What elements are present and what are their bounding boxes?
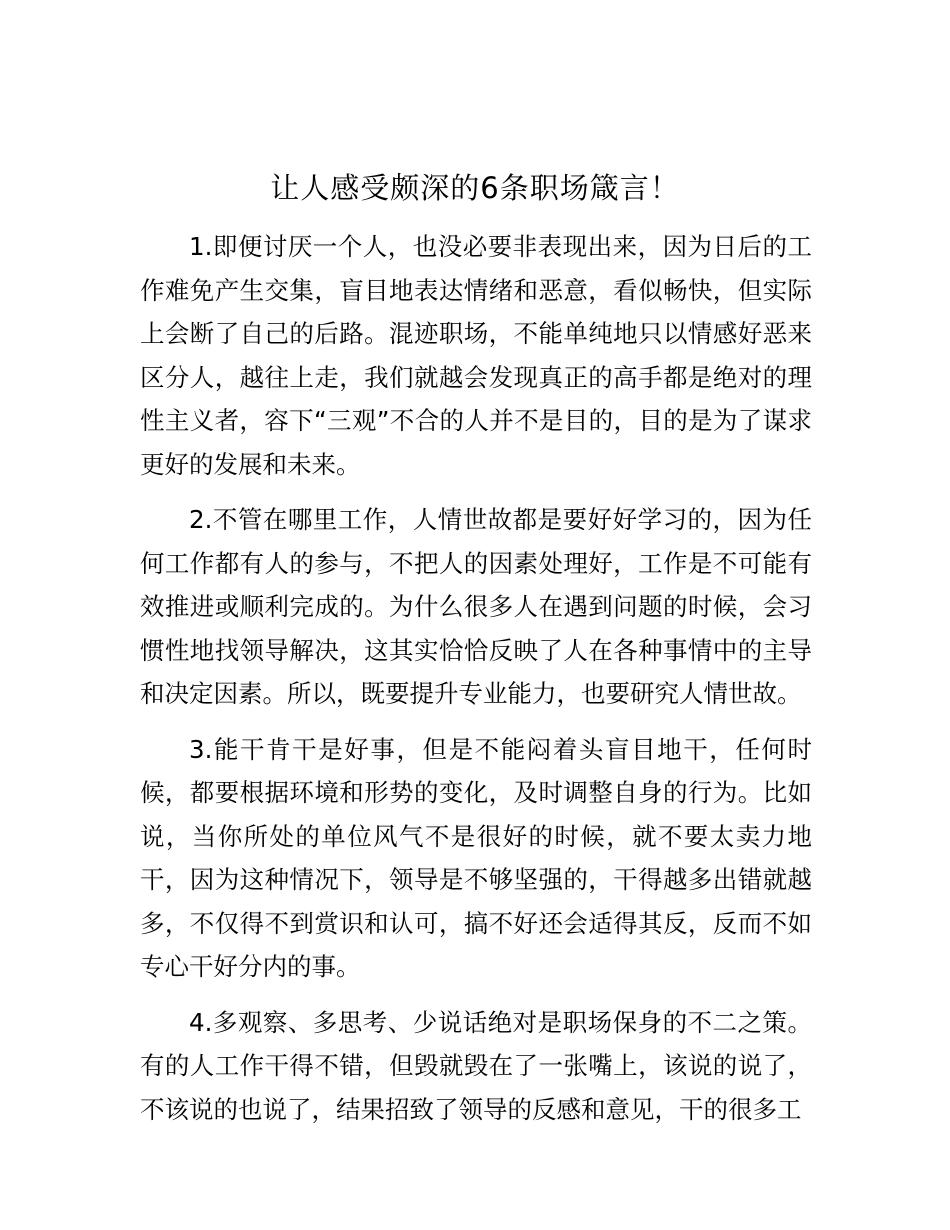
document-title: 让人感受颇深的6条职场箴言！: [270, 171, 680, 205]
paragraph-2: 2.不管在哪里工作，人情世故都是要好好学习的，因为任何工作都有人的参与，不把人的因素处理好，工作是不可能有效推进或顺利完成的。为什么很多人在遇到问题的时候，会习惯性地找领导解决，这其实恰恰反映了人在各种事情中的主导和决定因素。所以，既要提升专业能力，也要研究人情世故。: [140, 505, 812, 708]
paragraph-4: 4.多观察、多思考、少说话绝对是职场保身的不二之策。有的人工作干得不错，但毁就毁在了一张嘴上，该说的说了，不该说的也说了，结果招致了领导的反感和意见，干的很多工: [140, 1007, 812, 1124]
document-body: [140, 225, 812, 1143]
paragraph-3: 3.能干肯干是好事，但是不能闷着头盲目地干，任何时候，都要根据环境和形势的变化，及时调整自身的行为。比如说，当你所处的单位风气不是很好的时候，就不要太卖力地干，因为这种情况下，领导是不够坚强的，干得越多出错就越多，不仅得不到赏识和认可，搞不好还会适得其反，反而不如专心干好分内的事。: [140, 734, 812, 981]
paragraph-1: 1.即便讨厌一个人，也没必要非表现出来，因为日后的工作难免产生交集，盲目地表达情绪和恶意，看似畅快，但实际上会断了自己的后路。混迹职场，不能单纯地只以情感好恶来区分人，越往上走，我们就越会发现真正的高手都是绝对的理性主义者，容下“三观”不合的人并不是目的，目的是为了谋求更好的发展和未来。: [140, 232, 812, 479]
